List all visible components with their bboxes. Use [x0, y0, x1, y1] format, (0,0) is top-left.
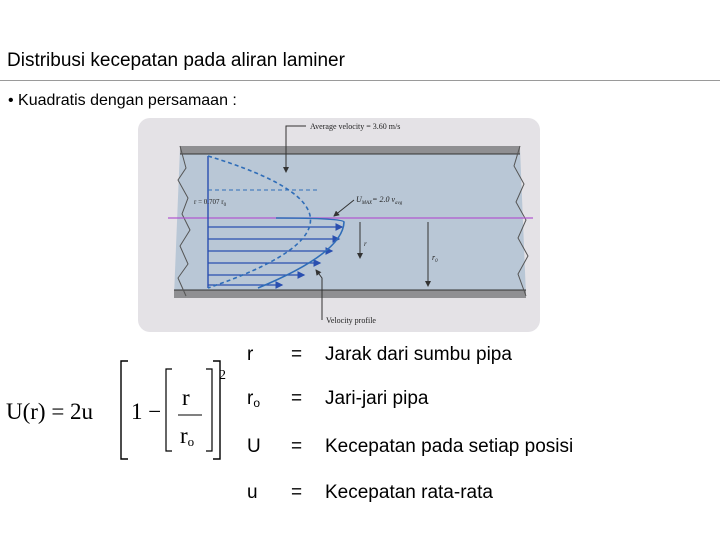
inner-bracket-left: [166, 369, 172, 451]
r0-dimension-label: $r_0$: [432, 253, 438, 264]
definition-text: Kecepatan pada setiap posisi: [325, 436, 574, 457]
definition-text: Kecepatan rata-rata: [325, 482, 493, 503]
laminar-flow-figure: [138, 118, 540, 332]
pipe-top-wall: [180, 146, 520, 154]
definition-equals: =: [291, 436, 303, 457]
definition-symbol: u: [247, 482, 258, 503]
inner-bracket-right: [206, 369, 212, 451]
title-divider: [0, 80, 720, 81]
definition-text: Jarak dari sumbu pipa: [325, 344, 512, 365]
definition-equals: =: [291, 344, 303, 365]
definition-symbol: r: [247, 344, 254, 365]
velocity-formula: [0, 355, 240, 465]
average-velocity-label: Average velocity = 3.60 m/s: [310, 122, 401, 131]
formula-one-minus: 1 −: [131, 399, 162, 424]
umax-label: $U_{MAX}= 2.0$ $v_{avg}$: [356, 195, 403, 206]
definition-equals: =: [291, 388, 303, 409]
definition-text: Jari-jari pipa: [325, 388, 429, 409]
definition-equals: =: [291, 482, 303, 503]
definition-symbol: $r_o$: [247, 388, 261, 410]
formula-numerator: r: [182, 385, 190, 410]
formula-denominator: ro: [180, 423, 195, 449]
definition-symbol: U: [247, 436, 261, 457]
r-position-label: r = 0.707 $r_0$: [194, 198, 227, 208]
formula-lhs: U(r) = 2u: [6, 399, 94, 424]
pipe-bottom-wall: [174, 290, 526, 298]
r-dimension-label: r: [364, 240, 367, 248]
velocity-profile-label: Velocity profile: [326, 316, 376, 325]
outer-bracket-left: [121, 361, 128, 459]
slide-title: Distribusi kecepatan pada aliran laminer: [7, 50, 345, 71]
pipe-interior: [174, 148, 526, 296]
formula-exponent: 2: [219, 368, 226, 383]
bullet-point: • Kuadratis dengan persamaan :: [8, 92, 237, 109]
